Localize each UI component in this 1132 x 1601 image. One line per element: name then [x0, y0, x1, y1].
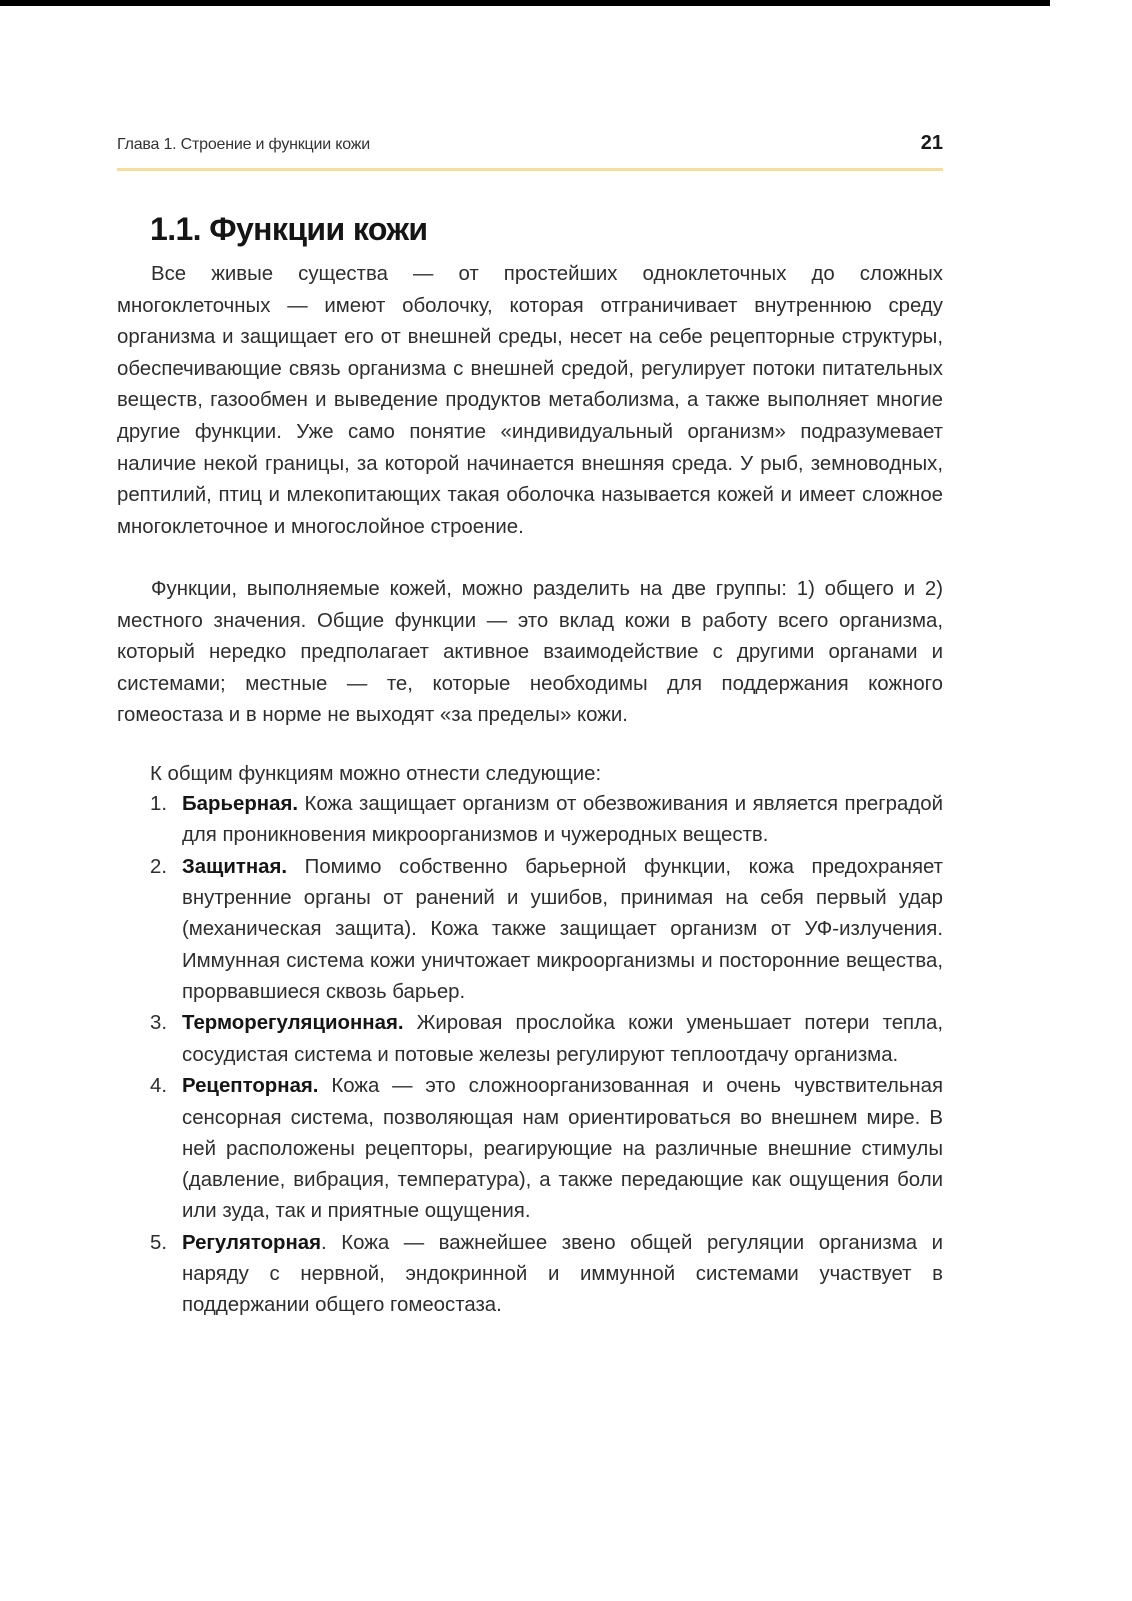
list-item-term: Регуляторная	[182, 1231, 322, 1254]
functions-list	[150, 789, 943, 1322]
body-paragraph-2	[117, 574, 943, 732]
list-item-text: Кожа защищает организм от обезвоживания и является преградой для проникновения микроорганизмов и чужеродных веществ.	[182, 793, 943, 847]
list-item-text: . Кожа — важнейшее звено общей регуляции организма и наряду с нервной, эндокринной и иммунной системами участвует в поддержании общего гомеостаза.	[182, 1231, 943, 1317]
paragraph-text: Функции, выполняемые кожей, можно разделить на две группы: 1) общего и 2) местного значения. Общие функции — это вклад кожи в работу всего организма, который нередко предполагает активное взаимодействие с другими органами и системами; местные — те, которые необходимы для поддержания кожного гомеостаза и в норме не выходят «за пределы» кожи.	[117, 578, 943, 727]
list-item-number: 2.	[150, 855, 168, 878]
list-item-text: Жировая прослойка кожи уменьшает потери тепла, сосудистая система и потовые железы регулируют теплоотдачу организма.	[182, 1012, 943, 1066]
list-item-receptor	[150, 1071, 943, 1227]
list-item-term: Защитная.	[182, 855, 288, 878]
list-intro: К общим функциям можно отнести следующие:	[150, 763, 602, 785]
list-item-text: Помимо собственно барьерной функции, кожа предохраняет внутренние органы от ранений и ушибов, принимая на себя первый удар (механическая защита). Кожа также защищает организм от УФ-излучения. Иммунная система кожи уничтожает микроорганизмы и посторонние вещества, прорвавшиеся сквозь барьер.	[182, 855, 943, 1003]
list-item-number: 3.	[150, 1012, 168, 1035]
list-item-number: 5.	[150, 1231, 168, 1254]
list-item-regulatory	[150, 1228, 943, 1322]
list-item-number: 4.	[150, 1075, 168, 1098]
list-item-barrier	[150, 789, 943, 851]
list-item-term: Барьерная.	[182, 793, 299, 815]
paragraph-text: Все живые существа — от простейших одноклеточных до сложных многоклеточных — имеют оболочку, которая отграничивает внутреннюю среду организма и защищает его от внешней среды, несет на себе рецепторные структуры, обеспечивающие связь организма с внешней средой, регулирует потоки питательных веществ, газообмен и выведение продуктов метаболизма, а также выполняет многие другие функции. Уже само понятие «индивидуальный организм» подразумевает наличие некой границы, за которой начинается внешняя среда. У рыб, земноводных, рептилий, птиц и млекопитающих такая оболочка называется кожей и имеет сложное многоклеточное и многослойное строение.	[117, 263, 943, 538]
running-header	[117, 128, 943, 171]
list-item-term: Рецепторная.	[182, 1075, 319, 1098]
list-item-term: Терморегуляционная.	[182, 1012, 404, 1035]
section-heading: 1.1. Функции кожи	[150, 211, 428, 247]
top-edge-bar	[0, 0, 1050, 6]
list-item-number: 1.	[150, 793, 168, 815]
body-paragraph-1	[117, 259, 943, 543]
page-number: 21	[920, 132, 943, 154]
list-item-protective	[150, 852, 943, 1008]
running-title: Глава 1. Строение и функции кожи	[117, 136, 370, 153]
list-item-thermoregulation	[150, 1008, 943, 1070]
list-item-text: Кожа — это сложноорганизованная и очень чувствительная сенсорная система, позволяющая нам ориентироваться во внешнем мире. В ней расположены рецепторы, реагирующие на различные внешние стимулы (давление, вибрация, температура), а также передающие как ощущения боли или зуда, так и приятные ощущения.	[182, 1075, 943, 1223]
